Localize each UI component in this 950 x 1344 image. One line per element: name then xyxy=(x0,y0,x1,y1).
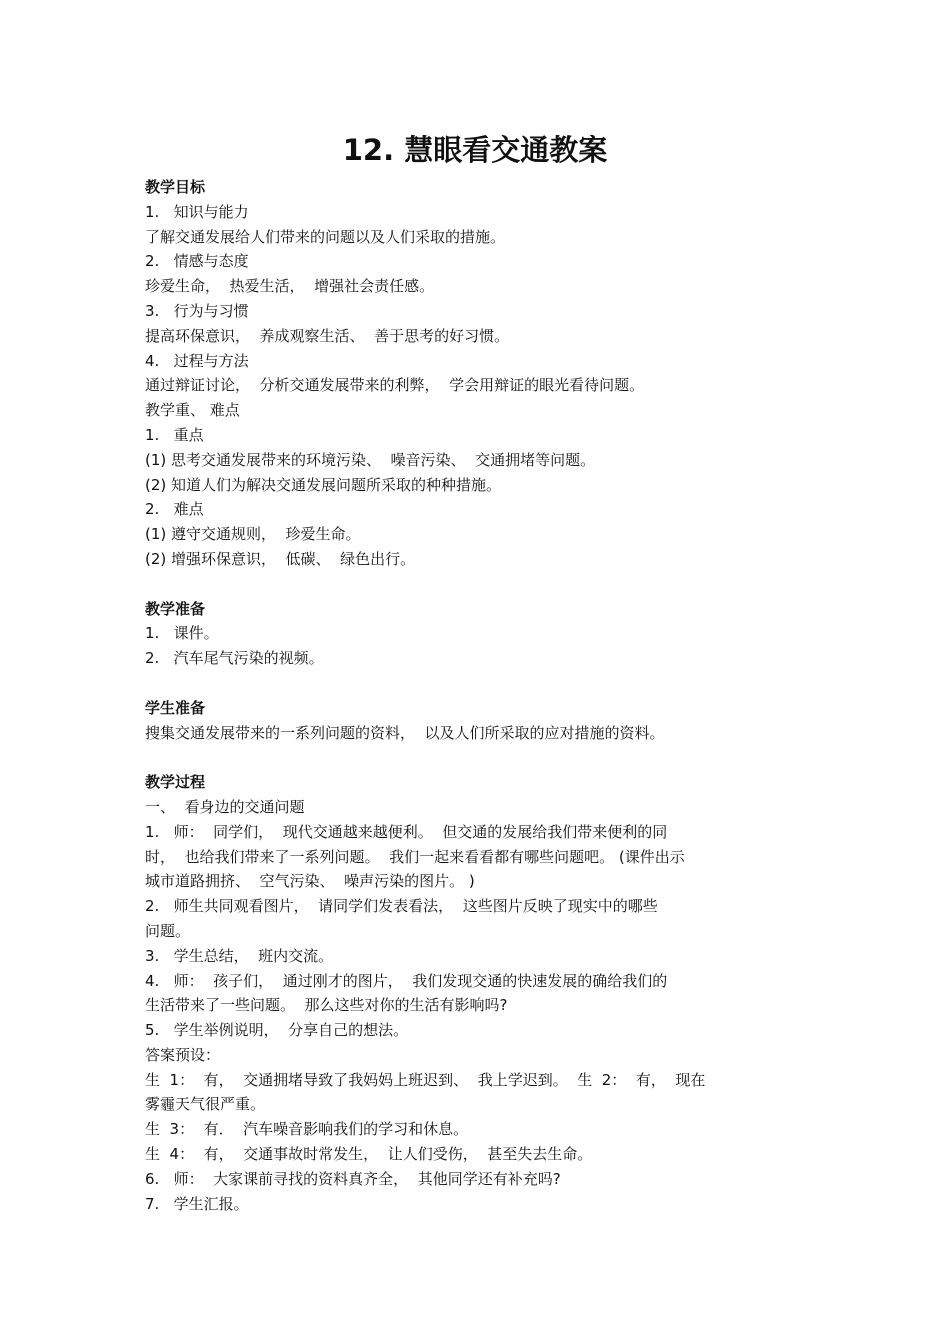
process-step-4-line-2: 生活带来了一些问题。 那么这些对你的生活有影响吗? xyxy=(145,996,508,1015)
key-point-1b: (2) 知道人们为解决交通发展问题所采取的种种措施。 xyxy=(145,475,502,494)
answer-1-line-2: 雾霾天气很严重。 xyxy=(145,1095,266,1114)
answer-4: 生 4： 有， 交通事故时常发生， 让人们受伤， 甚至失去生命。 xyxy=(145,1145,593,1164)
goal-3-title: 3. 行为与习惯 xyxy=(145,301,249,320)
process-heading: 教学过程 xyxy=(145,773,206,792)
process-step-5: 5. 学生举例说明， 分享自己的想法。 xyxy=(145,1021,409,1040)
goal-1-text: 了解交通发展给人们带来的问题以及人们采取的措施。 xyxy=(145,227,506,246)
spacer xyxy=(145,671,785,696)
process-step-3: 3. 学生总结， 班内交流。 xyxy=(145,946,334,965)
process-step-1-line-1: 1. 师： 同学们， 现代交通越来越便利。 但交通的发展给我们带来便利的同 xyxy=(145,822,668,841)
process-step-2-line-2: 问题。 xyxy=(145,921,191,940)
goals-heading: 教学目标 xyxy=(145,178,206,196)
goal-1-title: 1. 知识与能力 xyxy=(145,202,249,221)
key-point-2b: (2) 增强环保意识， 低碳、 绿色出行。 xyxy=(145,549,416,568)
process-step-2-line-1: 2. 师生共同观看图片， 请同学们发表看法， 这些图片反映了现实中的哪些 xyxy=(145,897,658,916)
answer-heading: 答案预设： xyxy=(145,1045,221,1064)
answer-1-line-1: 生 1： 有， 交通拥堵导致了我妈妈上班迟到、 我上学迟到。 生 2： 有， 现在 xyxy=(145,1070,706,1089)
key-point-2a: (1) 遵守交通规则， 珍爱生命。 xyxy=(145,525,361,544)
goal-4-title: 4. 过程与方法 xyxy=(145,351,249,370)
student-prep-heading: 学生准备 xyxy=(145,698,206,717)
key-point-2-title: 2. 难点 xyxy=(145,500,204,519)
prep-heading: 教学准备 xyxy=(145,599,206,618)
spacer xyxy=(145,745,785,770)
prep-item-1: 1. 课件。 xyxy=(145,624,219,643)
goal-4-text: 通过辩证讨论， 分析交通发展带来的利弊， 学会用辩证的眼光看待问题。 xyxy=(145,376,645,395)
goal-2-title: 2. 情感与态度 xyxy=(145,252,249,271)
prep-item-2: 2. 汽车尾气污染的视频。 xyxy=(145,649,324,668)
key-point-1a: (1) 思考交通发展带来的环境污染、 噪音污染、 交通拥堵等问题。 xyxy=(145,450,596,469)
goal-2-text: 珍爱生命， 热爱生活， 增强社会责任感。 xyxy=(145,277,435,296)
goal-3-text: 提高环保意识， 养成观察生活、 善于思考的好习惯。 xyxy=(145,326,510,345)
process-section-1: 一、 看身边的交通问题 xyxy=(145,797,305,816)
student-prep-text: 搜集交通发展带来的一系列问题的资料， 以及人们所采取的应对措施的资料。 xyxy=(145,723,665,742)
spacer xyxy=(145,572,785,597)
process-step-6: 6. 师： 大家课前寻找的资料真齐全， 其他同学还有补充吗? xyxy=(145,1169,561,1188)
document-title: 12. 慧眼看交通教案 xyxy=(342,133,608,167)
key-point-1-title: 1. 重点 xyxy=(145,425,204,444)
document-body xyxy=(145,175,785,1216)
process-step-4-line-1: 4. 师： 孩子们， 通过刚才的图片， 我们发现交通的快速发展的确给我们的 xyxy=(145,971,668,990)
process-step-1-line-3: 城市道路拥挤、 空气污染、 噪声污染的图片。 ) xyxy=(145,872,475,891)
answer-3: 生 3： 有． 汽车噪音影响我们的学习和休息。 xyxy=(145,1120,469,1139)
key-points-heading: 教学重、 难点 xyxy=(145,401,240,420)
process-step-1-line-2: 时， 也给我们带来了一系列问题。 我们一起来看看都有哪些问题吧。 (课件出示 xyxy=(145,847,685,866)
process-step-7: 7. 学生汇报。 xyxy=(145,1194,249,1213)
